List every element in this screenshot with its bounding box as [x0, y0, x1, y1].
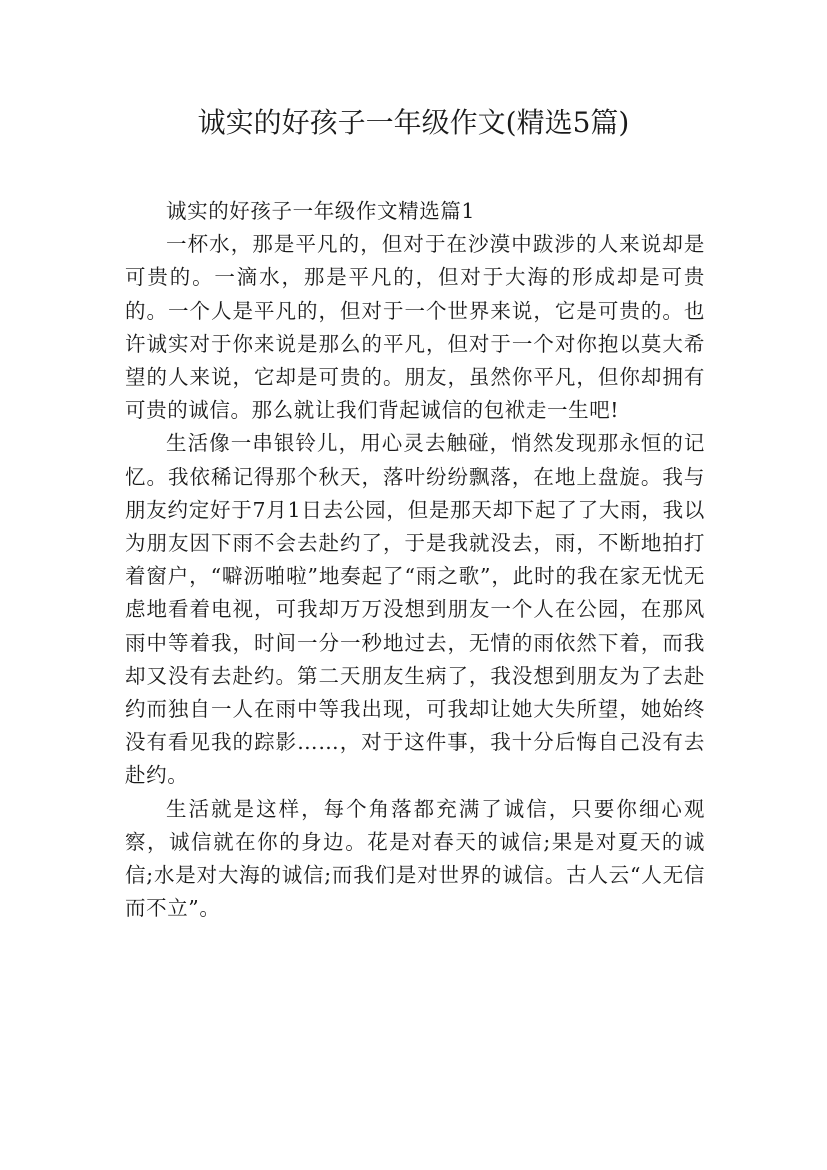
paragraph-3: 生活就是这样，每个角落都充满了诚信，只要你细心观察，诚信就在你的身边。花是对春天的诚信;果是对夏天的诚信;水是对大海的诚信;而我们是对世界的诚信。古人云“人无信而不立”。: [125, 796, 705, 921]
paragraph-2: 生活像一串银铃儿，用心灵去触碰，悄然发现那永恒的记忆。我依稀记得那个秋天，落叶纷纷飘落，在地上盘旋。我与朋友约定好于7月1日去公园，但是那天却下起了了大雨，我以为朋友因下雨不会去赴约了，于是我就没去，雨，不断地拍打着窗户，“噼沥啪啦”地奏起了“雨之歌”，此时的我在家无忧无虑地看着电视，可我却万万没想到朋友一个人在公园，在那风雨中等着我，时间一分一秒地过去，无情的雨依然下着，而我却又没有去赴约。第二天朋友生病了，我没想到朋友为了去赴约而独自一人在雨中等我出现，可我却让她大失所望，她始终没有看见我的踪影……，对于这件事，我十分后悔自己没有去赴约。: [125, 431, 705, 788]
document-title: 诚实的好孩子一年级作文(精选5篇): [197, 106, 630, 139]
paragraph-1: 一杯水，那是平凡的，但对于在沙漠中跋涉的人来说却是可贵的。一滴水，那是平凡的，但对于大海的形成却是可贵的。一个人是平凡的，但对于一个世界来说，它是可贵的。也许诚实对于你来说是那么的平凡，但对于一个对你抱以莫大希望的人来说，它却是可贵的。朋友，虽然你平凡，但你却拥有可贵的诚信。那么就让我们背起诚信的包袱走一生吧!: [125, 232, 705, 423]
document-body: [125, 195, 705, 925]
section-heading: 诚实的好孩子一年级作文精选篇1: [166, 199, 476, 223]
